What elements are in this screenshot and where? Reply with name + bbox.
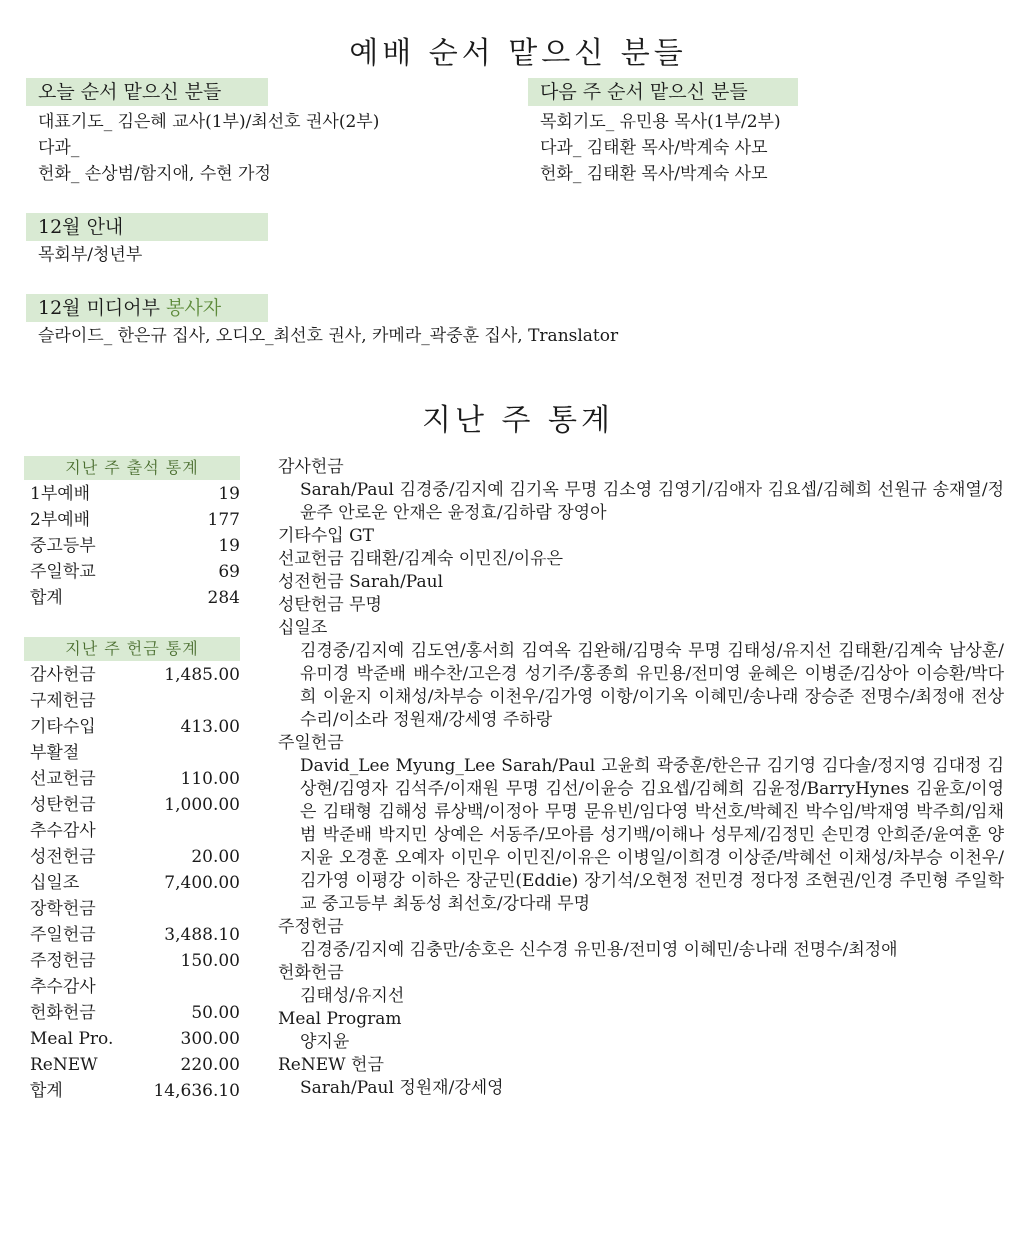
table-row: 기타수입 413.00	[30, 717, 240, 737]
table-row: 감사헌금 1,485.00	[30, 665, 240, 685]
list-item: 감사헌금 Sarah/Paul 김경중/김지예 김기옥 무명 김소영 김영기/김애자 김요셉/김혜희 선원규 송재열/정윤주 안로운 안재은 윤정효/김하람 장영아	[278, 457, 1004, 523]
today-list	[38, 109, 379, 187]
next-week-line-refreshment: 다과_ 김태환 목사/박계숙 사모	[540, 138, 768, 158]
list-item: 주정헌금 김경중/김지예 김충만/송호은 신수경 유민용/전미영 이혜민/송나래 전명수/최정애	[278, 917, 898, 960]
attendance-header: 지난 주 출석 통계	[24, 456, 240, 480]
table-row: 성탄헌금 1,000.00	[30, 795, 240, 815]
table-row: 주일학교 69	[30, 562, 240, 582]
table-row: 헌화헌금 50.00	[30, 1003, 240, 1023]
stats-title: 지난 주 통계	[422, 403, 614, 438]
list-item: 십일조 김경중/김지예 김도연/홍서희 김여옥 김완해/김명숙 무명 김태성/유지선 김태환/김계숙 남상훈/유미경 박준배 배수찬/고은경 성기주/홍종희 유민용/전미영 윤혜은 이병준/김상아 이승환/박다희 이윤지 이채성/차부승 이천우/김가영 이항/이기옥 이혜민/송나래 장승준 전명수/최정애 전상수리/이소라 정원재/강세영 주하랑	[278, 618, 1004, 730]
next-week-header: 다음 주 순서 맡으신 분들	[528, 78, 798, 106]
table-row: 합계 284	[30, 588, 240, 608]
table-row: 십일조 7,400.00	[30, 873, 240, 893]
media-header-accent: 봉사자	[166, 297, 222, 319]
donor-list	[278, 456, 1004, 1100]
next-week-line-prayer: 목회기도_ 유민용 목사(1부/2부)	[540, 112, 781, 132]
list-item: ReNEW 헌금 Sarah/Paul 정원재/강세영	[278, 1055, 504, 1098]
table-row: 주일헌금 3,488.10	[30, 925, 240, 945]
today-line-prayer: 대표기도_ 김은혜 교사(1부)/최선호 권사(2부)	[38, 112, 380, 132]
table-row: 중고등부 19	[30, 536, 240, 556]
december-line: 목회부/청년부	[38, 245, 143, 265]
table-row: 1부예배 19	[30, 484, 240, 504]
table-row: 부활절	[30, 743, 80, 763]
table-row: 성전헌금 20.00	[30, 847, 240, 867]
table-row: 구제헌금	[30, 691, 96, 711]
attendance-table	[30, 481, 240, 611]
today-line-refreshment: 다과_	[38, 138, 80, 158]
media-header	[26, 294, 268, 322]
list-item: 헌화헌금 김태성/유지선	[278, 963, 405, 1006]
table-row: 2부예배 177	[30, 510, 240, 530]
media-line: 슬라이드_ 한은규 집사, 오디오_최선호 권사, 카메라_곽중훈 집사, Translator	[38, 326, 619, 346]
table-row: 주정헌금 150.00	[30, 951, 240, 971]
today-line-flowers: 헌화_ 손상범/함지애, 수현 가정	[38, 164, 271, 184]
table-row: 합계 14,636.10	[30, 1081, 240, 1101]
list-item: 성전헌금 Sarah/Paul	[278, 572, 444, 592]
offering-header: 지난 주 헌금 통계	[24, 637, 240, 661]
next-week-line-flowers: 헌화_ 김태환 목사/박계숙 사모	[540, 164, 768, 184]
table-row: ReNEW 220.00	[30, 1055, 240, 1075]
table-row: 추수감사	[30, 821, 96, 841]
table-row: 장학헌금	[30, 899, 96, 919]
list-item: 선교헌금 김태환/김계숙 이민진/이유은	[278, 549, 564, 569]
list-item: Meal Program 양지윤	[278, 1009, 402, 1052]
list-item: 기타수입 GT	[278, 526, 375, 546]
media-header-main: 12월 미디어부	[38, 297, 160, 319]
table-row: Meal Pro. 300.00	[30, 1029, 240, 1049]
list-item: 성탄헌금 무명	[278, 595, 382, 615]
table-row: 선교헌금 110.00	[30, 769, 240, 789]
today-header: 오늘 순서 맡으신 분들	[26, 78, 268, 106]
next-week-list	[540, 109, 781, 187]
offering-table	[30, 662, 240, 1104]
december-header: 12월 안내	[26, 213, 268, 241]
table-row: 추수감사	[30, 977, 96, 997]
page-title: 예배 순서 맡으신 분들	[349, 36, 687, 71]
list-item: 주일헌금 David_Lee Myung_Lee Sarah/Paul 고윤희 곽중훈/한은규 김기영 김다솔/정지영 김대정 김상현/김영자 김석주/이재원 무명 김선/이윤승 김요셉/김혜희 김윤정/BarryHynes 김윤호/이영은 김태형 김해성 류상백/이정아 무명 문유빈/임다영 박선호/박혜진 박수임/박재영 박주희/임채범 박준배 박지민 상예은 서동주/모아름 성기백/이해나 성무제/김정민 손민경 안희준/윤여훈 양지윤 오경훈 오예자 이민우 이민진/이유은 이병일/이희경 이상준/박혜선 이채성/차부승 이천우/김가영 이평강 이하은 장군민(Eddie) 장기석/오현정 전민경 정다정 조현권/인경 주민형 주일학교 중고등부 최동성 최선호/강다래 무명	[278, 733, 1004, 914]
